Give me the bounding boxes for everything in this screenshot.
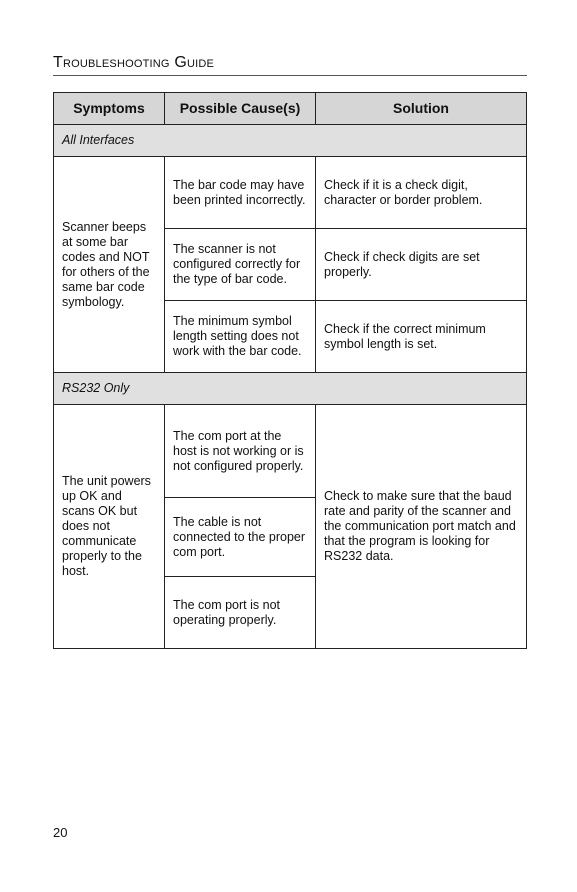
column-header-solution: Solution bbox=[316, 93, 527, 125]
symptom-cell: The unit powers up OK and scans OK but does not communicate properly to the host. bbox=[54, 405, 165, 649]
column-header-symptoms: Symptoms bbox=[54, 93, 165, 125]
symptom-cell: Scanner beeps at some bar codes and NOT for others of the same bar code symbology. bbox=[54, 157, 165, 373]
table-row bbox=[54, 405, 527, 498]
page-number: 20 bbox=[53, 825, 68, 840]
page-title: Troubleshooting Guide bbox=[53, 54, 215, 71]
section-row-all-interfaces bbox=[54, 125, 527, 157]
cause-cell: The com port at the host is not working or is not configured properly. bbox=[165, 405, 316, 498]
column-header-possible-causes: Possible Cause(s) bbox=[165, 93, 316, 125]
cause-cell: The bar code may have been printed incorrectly. bbox=[165, 157, 316, 229]
section-title: RS232 Only bbox=[54, 373, 527, 405]
solution-cell: Check to make sure that the baud rate and parity of the scanner and the communication port match and that the program is looking for RS232 data. bbox=[316, 405, 527, 649]
cause-cell: The com port is not operating properly. bbox=[165, 577, 316, 649]
solution-cell: Check if the correct minimum symbol length is set. bbox=[316, 301, 527, 373]
cause-cell: The minimum symbol length setting does not work with the bar code. bbox=[165, 301, 316, 373]
table-row bbox=[54, 157, 527, 229]
table-header-row bbox=[54, 93, 527, 125]
solution-cell: Check if it is a check digit, character or border problem. bbox=[316, 157, 527, 229]
page-header bbox=[53, 52, 527, 76]
cause-cell: The scanner is not configured correctly for the type of bar code. bbox=[165, 229, 316, 301]
section-row-rs232-only bbox=[54, 373, 527, 405]
troubleshooting-table bbox=[53, 92, 527, 649]
section-title: All Interfaces bbox=[54, 125, 527, 157]
cause-cell: The cable is not connected to the proper com port. bbox=[165, 498, 316, 577]
solution-cell: Check if check digits are set properly. bbox=[316, 229, 527, 301]
